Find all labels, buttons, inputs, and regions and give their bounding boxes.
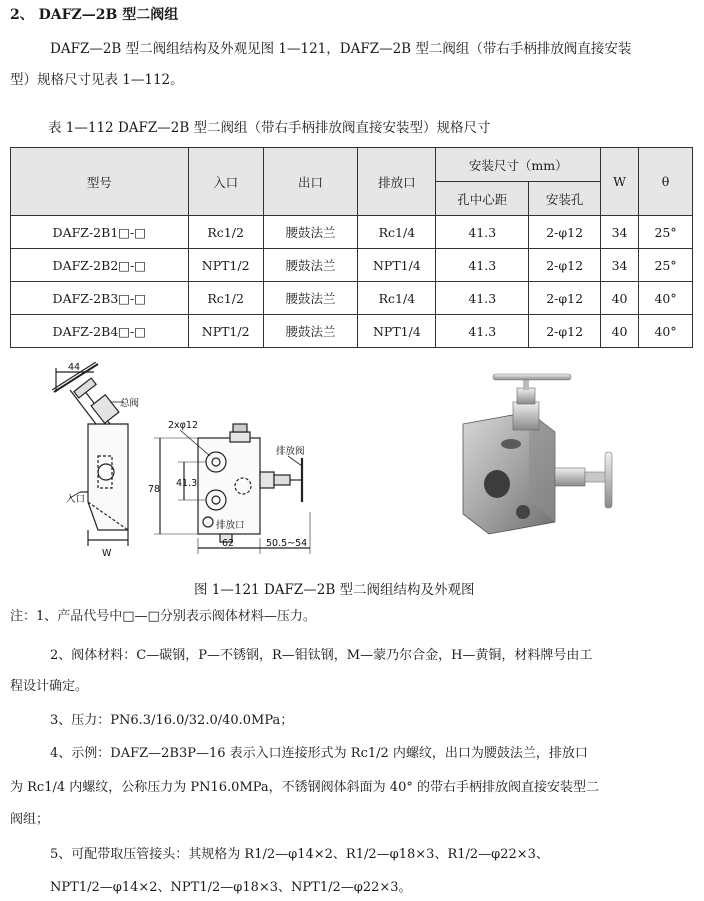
holes-label: 2xφ12 bbox=[168, 420, 199, 431]
drain-valve-label: 排放阀 bbox=[276, 446, 305, 457]
cell-drain: Rc1/4 bbox=[358, 216, 436, 249]
table-row bbox=[11, 216, 693, 249]
cell-outlet: 腰鼓法兰 bbox=[263, 249, 358, 282]
note-5-line-1: 5、可配带取压管接头：其规格为 R1/2—φ14×2、R1/2—φ18×3、R1/2—φ22×3、 bbox=[50, 847, 549, 862]
header-outlet: 出口 bbox=[263, 148, 358, 216]
cell-model: DAFZ-2B3□-□ bbox=[11, 282, 189, 315]
d505-label: 50.5~54 bbox=[266, 538, 308, 549]
cell-theta: 40° bbox=[639, 315, 693, 348]
cell-inlet: Rc1/2 bbox=[188, 216, 263, 249]
main-valve-label: 总阀 bbox=[120, 398, 140, 409]
side-view bbox=[52, 362, 128, 530]
cell-w: 40 bbox=[601, 282, 639, 315]
dim-44-label: 44 bbox=[68, 362, 81, 373]
note-4-line-3: 阀组； bbox=[10, 812, 50, 827]
front-view bbox=[198, 424, 302, 542]
header-theta: θ bbox=[639, 148, 693, 216]
note-3: 3、压力：PN6.3/16.0/32.0/40.0MPa； bbox=[50, 713, 294, 728]
table-row bbox=[11, 315, 693, 348]
product-photo bbox=[455, 372, 635, 542]
cell-inlet: NPT1/2 bbox=[188, 315, 263, 348]
cell-model: DAFZ-2B1□-□ bbox=[11, 216, 189, 249]
cell-mount-hole: 2-φ12 bbox=[529, 216, 601, 249]
inlet-label: 入口 bbox=[66, 494, 86, 505]
header-hole-distance: 孔中心距 bbox=[436, 182, 529, 216]
d62-label: 62 bbox=[222, 538, 235, 549]
cell-hole-distance: 41.3 bbox=[436, 249, 529, 282]
cell-mount-hole: 2-φ12 bbox=[529, 282, 601, 315]
cell-model: DAFZ-2B2□-□ bbox=[11, 249, 189, 282]
cell-hole-distance: 41.3 bbox=[436, 216, 529, 249]
cell-drain: NPT1/4 bbox=[358, 249, 436, 282]
note-2-line-1: 2、阀体材料：C—碳钢，P—不锈钢，R—钼钛钢，M—蒙乃尔合金，H—黄铜，材料牌号由工 bbox=[50, 648, 593, 663]
table-row bbox=[11, 282, 693, 315]
figure-caption: 图 1—121 DAFZ—2B 型二阀组结构及外观图 bbox=[194, 582, 475, 598]
cell-hole-distance: 41.3 bbox=[436, 282, 529, 315]
header-inlet: 入口 bbox=[188, 148, 263, 216]
cell-inlet: Rc1/2 bbox=[188, 282, 263, 315]
cell-w: 34 bbox=[601, 249, 639, 282]
cell-theta: 40° bbox=[639, 282, 693, 315]
cell-w: 40 bbox=[601, 315, 639, 348]
cell-theta: 25° bbox=[639, 249, 693, 282]
note-4-line-1: 4、示例：DAFZ—2B3P—16 表示入口连接形式为 Rc1/2 内螺纹，出口为腰鼓法兰，排放口 bbox=[50, 746, 588, 761]
table-row bbox=[11, 249, 693, 282]
cell-mount-hole: 2-φ12 bbox=[529, 315, 601, 348]
h413-label: 41.3 bbox=[176, 478, 198, 489]
cell-drain: NPT1/4 bbox=[358, 315, 436, 348]
section-heading: 2、 DAFZ—2B 型二阀组 bbox=[10, 7, 179, 23]
h78-label: 78 bbox=[148, 484, 161, 495]
cell-theta: 25° bbox=[639, 216, 693, 249]
header-drain: 排放口 bbox=[358, 148, 436, 216]
cell-inlet: NPT1/2 bbox=[188, 249, 263, 282]
note-4-line-2: 为 Rc1/4 内螺纹，公称压力为 PN16.0MPa，不锈钢阀体斜面为 40° 的带右手柄排放阀直接安装型二 bbox=[10, 780, 599, 795]
header-w: W bbox=[601, 148, 639, 216]
note-5-line-2: NPT1/2—φ14×2、NPT1/2—φ18×3、NPT1/2—φ22×3。 bbox=[50, 880, 412, 895]
header-mount-hole: 安装孔 bbox=[529, 182, 601, 216]
cell-model: DAFZ-2B4□-□ bbox=[11, 315, 189, 348]
header-model: 型号 bbox=[11, 148, 189, 216]
cell-mount-hole: 2-φ12 bbox=[529, 249, 601, 282]
drain-port-label: 排放口 bbox=[216, 520, 245, 531]
header-mount: 安装尺寸（mm） bbox=[436, 148, 601, 182]
table-caption: 表 1—112 DAFZ—2B 型二阀组（带右手柄排放阀直接安装型）规格尺寸 bbox=[48, 120, 491, 136]
note-2-line-2: 程设计确定。 bbox=[10, 679, 89, 694]
cell-outlet: 腰鼓法兰 bbox=[263, 282, 358, 315]
technical-drawing bbox=[40, 362, 360, 562]
intro-line-1: DAFZ—2B 型二阀组结构及外观见图 1—121，DAFZ—2B 型二阀组（带右手柄排放阀直接安装 bbox=[50, 41, 632, 57]
cell-drain: Rc1/4 bbox=[358, 282, 436, 315]
cell-outlet: 腰鼓法兰 bbox=[263, 315, 358, 348]
spec-table bbox=[10, 147, 693, 348]
cell-outlet: 腰鼓法兰 bbox=[263, 216, 358, 249]
cell-hole-distance: 41.3 bbox=[436, 315, 529, 348]
intro-line-2: 型）规格尺寸见表 1—112。 bbox=[10, 72, 184, 88]
cell-w: 34 bbox=[601, 216, 639, 249]
note-1: 注：1、产品代号中□—□分别表示阀体材料—压力。 bbox=[10, 609, 316, 624]
w-label: W bbox=[102, 548, 112, 559]
